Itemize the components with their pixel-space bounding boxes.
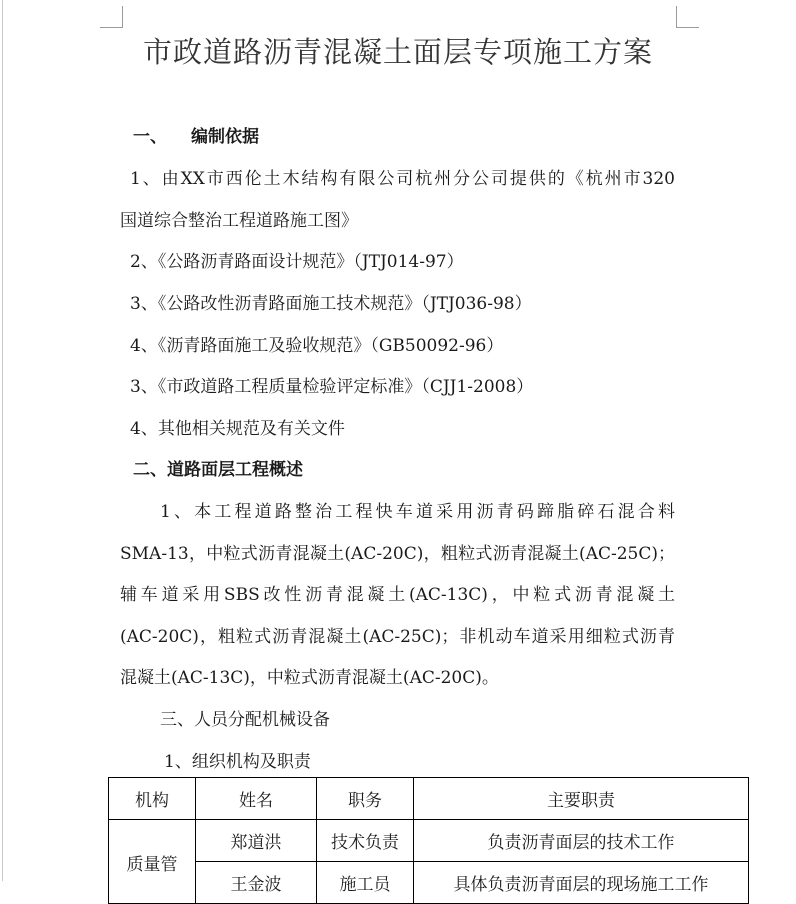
header-cell-name: 姓名 (196, 778, 317, 820)
org-structure-subheading: 1、组织机构及职责 (164, 752, 311, 772)
section1-heading (133, 122, 259, 147)
page-left-border (2, 0, 3, 881)
table-cell-name: 王金波 (196, 862, 317, 904)
crop-mark-top-right-horizontal (676, 27, 699, 28)
overview-para-line-2: SMA-13，中粒式沥青混凝土(AC-20C)，粗粒式沥青混凝土(AC-25C)； (120, 544, 675, 564)
overview-para-line-3: 辅车道采用SBS改性沥青混凝土(AC-13C)，中粒式沥青混凝土 (120, 585, 675, 605)
header-cell-org: 机构 (109, 778, 196, 820)
overview-para-line-5: 混凝土(AC-13C)，中粒式沥青混凝土(AC-20C)。 (120, 668, 499, 688)
basis-item-5: 3、《市政道路工程质量检验评定标准》（CJJ1-2008） (130, 377, 534, 397)
section1-heading-number: 一、 (133, 127, 167, 147)
section3-heading: 三、人员分配机械设备 (160, 710, 330, 730)
table-header-row (109, 778, 749, 820)
table-row (109, 862, 749, 904)
basis-item-1-line-1: 1、由XX市西伦土木结构有限公司杭州分公司提供的《杭州市320 (130, 169, 675, 189)
crop-mark-top-left-vertical (122, 6, 123, 28)
table-group-cell (109, 820, 196, 904)
table-cell-position: 施工员 (317, 862, 414, 904)
crop-mark-top-right-vertical (676, 6, 677, 28)
organization-table (108, 777, 749, 904)
basis-item-6: 4、其他相关规范及有关文件 (130, 419, 345, 439)
table-cell-name: 郑道洪 (196, 820, 317, 862)
crop-mark-top-left-horizontal (100, 27, 123, 28)
table-cell-duties: 负责沥青面层的技术工作 (414, 820, 749, 862)
header-cell-position: 职务 (317, 778, 414, 820)
table-cell-duties: 具体负责沥青面层的现场施工工作 (414, 862, 749, 904)
document-title: 市政道路沥青混凝土面层专项施工方案 (142, 35, 653, 69)
group-label: 质量管 (126, 855, 178, 875)
overview-para-line-4: (AC-20C)，粗粒式沥青混凝土(AC-25C)；非机动车道采用细粒式沥青 (120, 627, 675, 647)
basis-item-3: 3、《公路改性沥青路面施工技术规范》（JTJ036-98） (130, 294, 532, 314)
section2-heading: 二、道路面层工程概述 (133, 460, 303, 480)
basis-item-2: 2、《公路沥青路面设计规范》（JTJ014-97） (130, 252, 464, 272)
section1-heading-text: 编制依据 (191, 127, 259, 147)
table-cell-position: 技术负责 (317, 820, 414, 862)
header-cell-duties: 主要职责 (414, 778, 749, 820)
basis-item-1-line-2: 国道综合整治工程道路施工图》 (120, 211, 358, 231)
overview-para-line-1: 1、本工程道路整治工程快车道采用沥青码蹄脂碎石混合料 (160, 502, 675, 522)
basis-item-4: 4、《沥青路面施工及验收规范》（GB50092-96） (130, 336, 504, 356)
table-row (109, 820, 749, 862)
